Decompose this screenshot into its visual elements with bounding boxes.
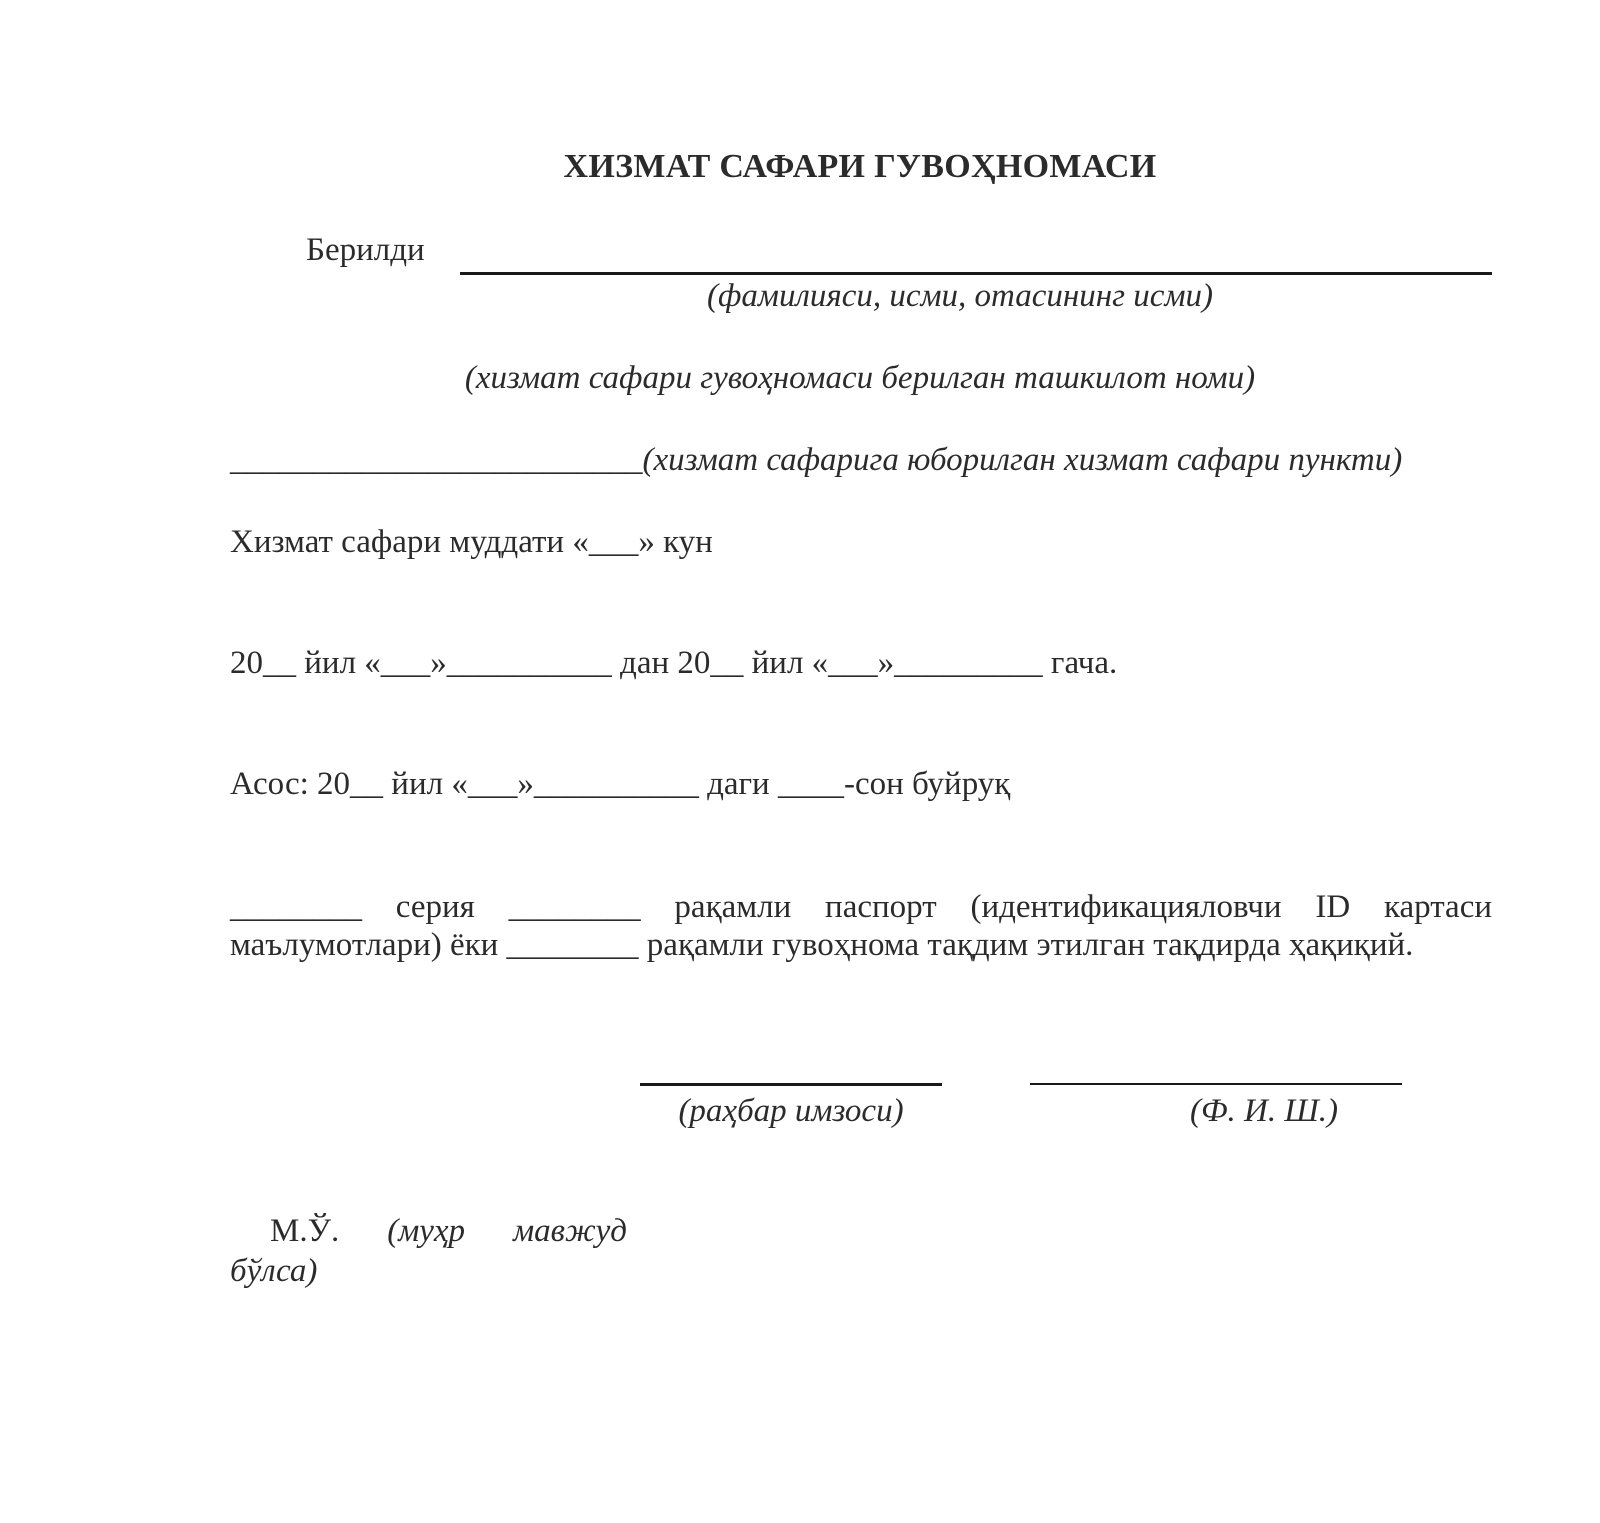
stamp-label: М.Ў. xyxy=(270,1213,340,1249)
destination-blank: _________________________ xyxy=(230,442,643,478)
order-basis-row: Асос: 20__ йил «___»__________ даги ____-сон буйруқ xyxy=(230,766,1011,802)
trip-duration-row: Хизмат сафари муддати «___» кун xyxy=(230,524,713,560)
fio-sign-blank-line xyxy=(1030,1083,1402,1085)
stamp-note-part-1: (муҳр xyxy=(387,1213,466,1249)
fio-sign-caption: (Ф. И. Ш.) xyxy=(1190,1093,1339,1129)
signature-blank-line xyxy=(640,1083,942,1086)
issued-to-blank-line xyxy=(460,272,1492,275)
stamp-note-part-2: мавжуд xyxy=(513,1213,627,1249)
destination-caption: (хизмат сафарига юборилган хизмат сафари пункти) xyxy=(642,442,1403,478)
document-title: ХИЗМАТ САФАРИ ГУВОҲНОМАСИ xyxy=(563,148,1157,185)
stamp-note-part-3: бўлса) xyxy=(230,1253,318,1289)
signature-caption: (раҳбар имзоси) xyxy=(678,1093,904,1129)
trip-dates-row: 20__ йил «___»__________ дан 20__ йил «___»_________ гача. xyxy=(230,645,1118,681)
passport-line-1: ________ серия ________ рақамли паспорт (идентификацияловчи ID картаси xyxy=(230,889,1492,925)
passport-line-2: маълумотлари) ёки ________ рақамли гувоҳнома тақдим этилган тақдирда ҳақиқий. xyxy=(230,927,1414,963)
stamp-place xyxy=(270,1213,627,1250)
fio-caption: (фамилияси, исми, отасининг исми) xyxy=(706,278,1213,314)
organization-caption: (хизмат сафари гувоҳномаси берилган ташкилот номи) xyxy=(464,360,1256,396)
destination-row xyxy=(230,442,1402,479)
issued-label: Берилди xyxy=(306,232,425,268)
